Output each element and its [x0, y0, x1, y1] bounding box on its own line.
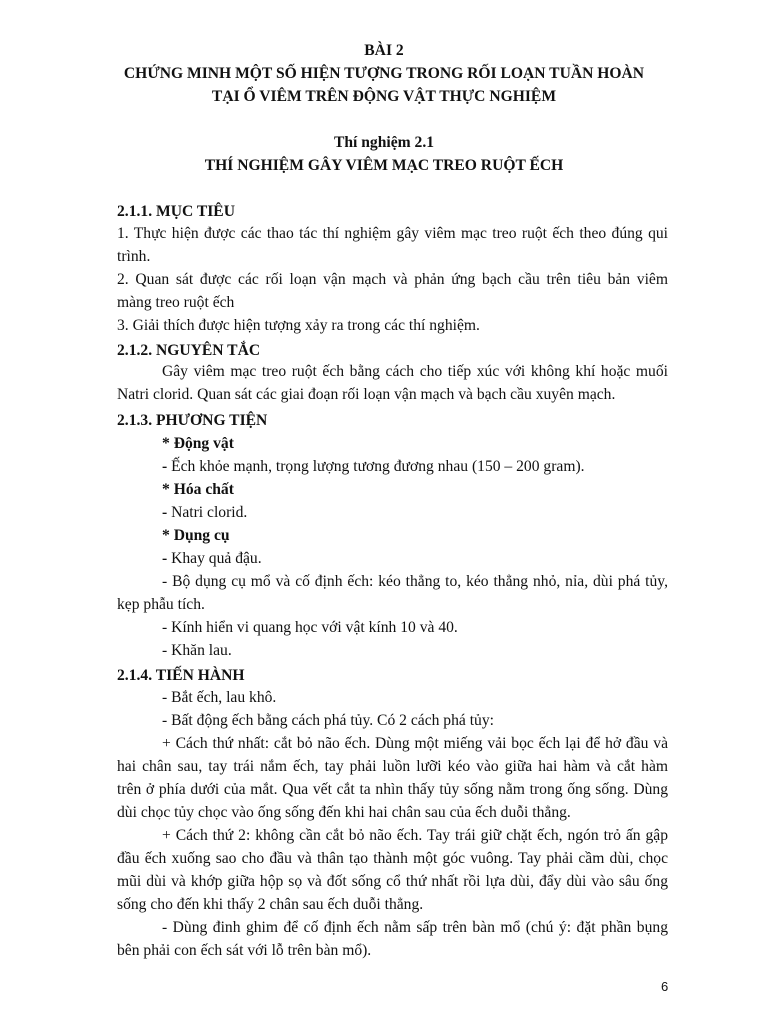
- method-1-line1: + Cách thứ nhất: cắt bỏ não ếch. Dùng một miếng vải bọc ếch lại để hở đầu và: [162, 735, 668, 752]
- principle-line1: Gây viêm mạc treo ruột ếch bằng cách cho tiếp xúc với không khí hoặc muối: [162, 363, 668, 380]
- method-1-line2: hai chân sau, tay trái nắm ếch, tay phải luồn lưỡi kéo vào giữa hai hàm và cắt hàm: [117, 758, 668, 775]
- bullet-dash: -: [162, 458, 168, 475]
- materials-animal-label: * Động vật: [162, 435, 234, 452]
- method-2-line1: + Cách thứ 2: không cần cắt bỏ não ếch. Tay trái giữ chặt ếch, ngón trỏ ấn gập: [162, 827, 668, 844]
- section-heading-procedure: 2.1.4. TIẾN HÀNH: [117, 667, 245, 684]
- lesson-title-line1: CHỨNG MINH MỘT SỐ HIỆN TƯỢNG TRONG RỐI LOẠN TUẦN HOÀN: [123, 65, 645, 82]
- materials-chemical-item: [162, 505, 247, 521]
- materials-tool-2-line1: - Bộ dụng cụ mổ và cố định ếch: kéo thẳng to, kéo thẳng nhỏ, nỉa, dùi phá tủy,: [162, 573, 668, 590]
- materials-tools-label: * Dụng cụ: [162, 527, 230, 544]
- method-2-line4: sống cho đến khi thấy 2 chân sau ếch duỗi thẳng.: [117, 896, 424, 913]
- materials-animal-item: [162, 459, 585, 475]
- materials-animal-text: Ếch khỏe mạnh, trọng lượng tương đương nhau (150 – 200 gram).: [167, 458, 585, 475]
- experiment-number: Thí nghiệm 2.1: [333, 134, 435, 151]
- materials-tool-4: - Khăn lau.: [162, 642, 232, 659]
- method-1-line4: dùi chọc tủy chọc vào ống sống đến khi hai chân sau của ếch duỗi thẳng.: [117, 804, 571, 821]
- lesson-title-line2: TẠI Ổ VIÊM TRÊN ĐỘNG VẬT THỰC NGHIỆM: [211, 88, 557, 105]
- materials-tool-3: - Kính hiển vi quang học với vật kính 10 và 40.: [162, 619, 458, 636]
- objective-1-line2: trình.: [117, 248, 151, 265]
- lesson-number: BÀI 2: [364, 42, 404, 59]
- objective-1-line1: 1. Thực hiện được các thao tác thí nghiệm gây viêm mạc treo ruột ếch theo đúng qui: [117, 225, 668, 242]
- procedure-step-3-line1: - Dùng đinh ghim để cố định ếch nằm sấp trên bàn mổ (chú ý: đặt phần bụng: [162, 919, 668, 936]
- objective-2-line1: 2. Quan sát được các rối loạn vận mạch và phản ứng bạch cầu trên tiêu bản viêm: [117, 271, 668, 288]
- procedure-step-1: - Bắt ếch, lau khô.: [162, 689, 277, 706]
- materials-tool-2-line2: kẹp phẫu tích.: [117, 596, 205, 613]
- section-heading-principle: 2.1.2. NGUYÊN TẮC: [117, 342, 261, 359]
- materials-chemical-text: Natri clorid.: [167, 504, 248, 521]
- objective-2-line2: màng treo ruột ếch: [117, 294, 235, 311]
- experiment-title: THÍ NGHIỆM GÂY VIÊM MẠC TREO RUỘT ẾCH: [204, 157, 564, 174]
- materials-chemical-label: * Hóa chất: [162, 481, 234, 498]
- materials-tool-1: [162, 551, 262, 567]
- method-2-line2: đầu ếch xuống sao cho đầu và thân tạo thành một góc vuông. Tay phải cầm dùi, chọc: [117, 850, 668, 867]
- bullet-dash: -: [162, 550, 168, 567]
- section-heading-objectives: 2.1.1. MỤC TIÊU: [117, 203, 235, 220]
- section-heading-materials: 2.1.3. PHƯƠNG TIỆN: [117, 412, 268, 429]
- procedure-step-3-line2: bên phải con ếch sát với lỗ trên bàn mổ).: [117, 942, 372, 959]
- procedure-step-2: - Bất động ếch bằng cách phá tủy. Có 2 cách phá tủy:: [162, 712, 494, 729]
- page-number: 6: [661, 979, 669, 994]
- materials-tool-1-text: Khay quả đậu.: [167, 550, 262, 567]
- principle-line2: Natri clorid. Quan sát các giai đoạn rối loạn vận mạch và bạch cầu xuyên mạch.: [117, 386, 616, 403]
- bullet-dash: -: [162, 504, 168, 521]
- method-2-line3: mũi dùi và khớp giữa hộp sọ và đốt sống cổ thứ nhất rồi lựa dùi, đẩy dùi vào sâu ống: [117, 873, 668, 890]
- method-1-line3: trên ở phía dưới của mắt. Qua vết cắt ta nhìn thấy tủy sống nằm trong ống sống. Dùng: [117, 781, 668, 798]
- objective-3: 3. Giải thích được hiện tượng xảy ra trong các thí nghiệm.: [117, 317, 480, 334]
